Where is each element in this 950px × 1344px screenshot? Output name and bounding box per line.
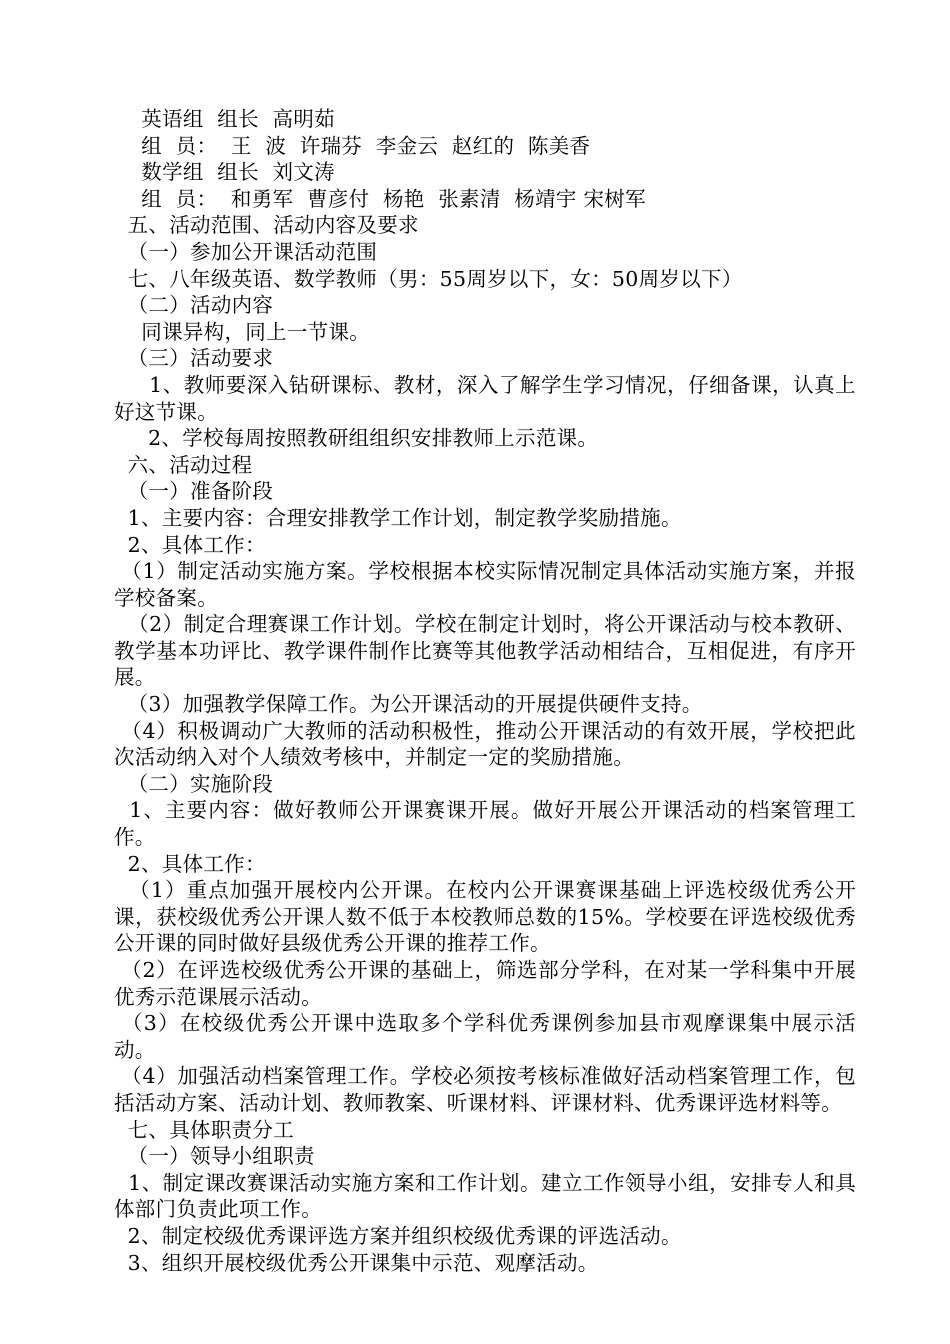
text-line: （一）参加公开课活动范围 bbox=[114, 239, 378, 264]
text-line: 1、主要内容：合理安排教学工作计划，制定教学奖励措施。 bbox=[114, 505, 682, 530]
body-paragraph: （2）在评选校级优秀公开课的基础上，筛选部分学科，在对某一学科集中开展优秀示范课展示活动。 bbox=[114, 958, 856, 1009]
body-paragraph: （3）在校级优秀公开课中选取多个学科优秀课例参加县市观摩课集中展示活动。 bbox=[114, 1011, 856, 1062]
body-paragraph: （4）积极调动广大教师的活动积极性，推动公开课活动的有效开展，学校把此次活动纳入对个人绩效考核中，并制定一定的奖励措施。 bbox=[114, 718, 856, 770]
body-paragraph: （4）加强活动档案管理工作。学校必须按考核标准做好活动档案管理工作，包括活动方案、活动计划、教师教案、听课材料、评课材料、优秀课评选材料等。 bbox=[114, 1064, 856, 1115]
text-line: （二）活动内容 bbox=[114, 293, 274, 318]
body-paragraph: （2）制定合理赛课工作计划。学校在制定计划时，将公开课活动与校本教研、教学基本功评比、教学课件制作比赛等其他教学活动相结合，互相促进，有序开展。 bbox=[114, 612, 856, 690]
text-line: 2、具体工作： bbox=[114, 851, 266, 876]
text-line: 3、组织开展校级优秀公开课集中示范、观摩活动。 bbox=[114, 1250, 599, 1275]
text-line: 同课异构，同上一节课。 bbox=[114, 319, 371, 344]
text-line: （一）准备阶段 bbox=[114, 479, 274, 504]
text-line: 五、活动范围、活动内容及要求 bbox=[114, 213, 419, 238]
text-line: （一）领导小组职责 bbox=[114, 1144, 315, 1169]
body-paragraph: 1、教师要深入钻研课标、教材，深入了解学生学习情况，仔细备课，认真上好这节课。 bbox=[114, 372, 856, 424]
text-line: （3）加强教学保障工作。为公开课活动的开展提供硬件支持。 bbox=[114, 692, 703, 717]
body-paragraph: （1）重点加强开展校内公开课。在校内公开课赛课基础上评选校级优秀公开课，获校级优秀公开课人数不低于本校教师总数的15%。学校要在评选校级优秀公开课的同时做好县级优秀公开课的推荐工作。 bbox=[114, 878, 856, 956]
text-line: 2、具体工作： bbox=[114, 532, 266, 557]
text-line: 七、八年级英语、数学教师（男：55周岁以下，女：50周岁以下） bbox=[114, 266, 743, 291]
text-line: 组 员： 和勇军 曹彦付 杨艳 张素清 杨靖宇 宋树军 bbox=[114, 186, 646, 211]
text-line: （二）实施阶段 bbox=[114, 771, 274, 796]
text-line: （三）活动要求 bbox=[114, 346, 274, 371]
text-line: 数学组 组长 刘文涛 bbox=[114, 160, 335, 185]
document-body bbox=[114, 106, 856, 1276]
text-line: 2、制定校级优秀课评选方案并组织校级优秀课的评选活动。 bbox=[114, 1223, 682, 1248]
text-line: 英语组 组长 高明茹 bbox=[114, 107, 335, 131]
text-line: 七、具体职责分工 bbox=[114, 1117, 295, 1142]
body-paragraph: 1、主要内容：做好教师公开课赛课开展。做好开展公开课活动的档案管理工作。 bbox=[114, 798, 856, 850]
body-paragraph: 1、制定课改赛课活动实施方案和工作计划。建立工作领导小组，安排专人和具体部门负责此项工作。 bbox=[114, 1170, 856, 1222]
text-line: 六、活动过程 bbox=[114, 452, 253, 477]
text-line: 组 员： 王 波 许瑞芬 李金云 赵红的 陈美香 bbox=[114, 133, 591, 158]
text-line: 2、学校每周按照教研组组织安排教师上示范课。 bbox=[114, 426, 599, 451]
body-paragraph: （1）制定活动实施方案。学校根据本校实际情况制定具体活动实施方案，并报学校备案。 bbox=[114, 559, 856, 610]
